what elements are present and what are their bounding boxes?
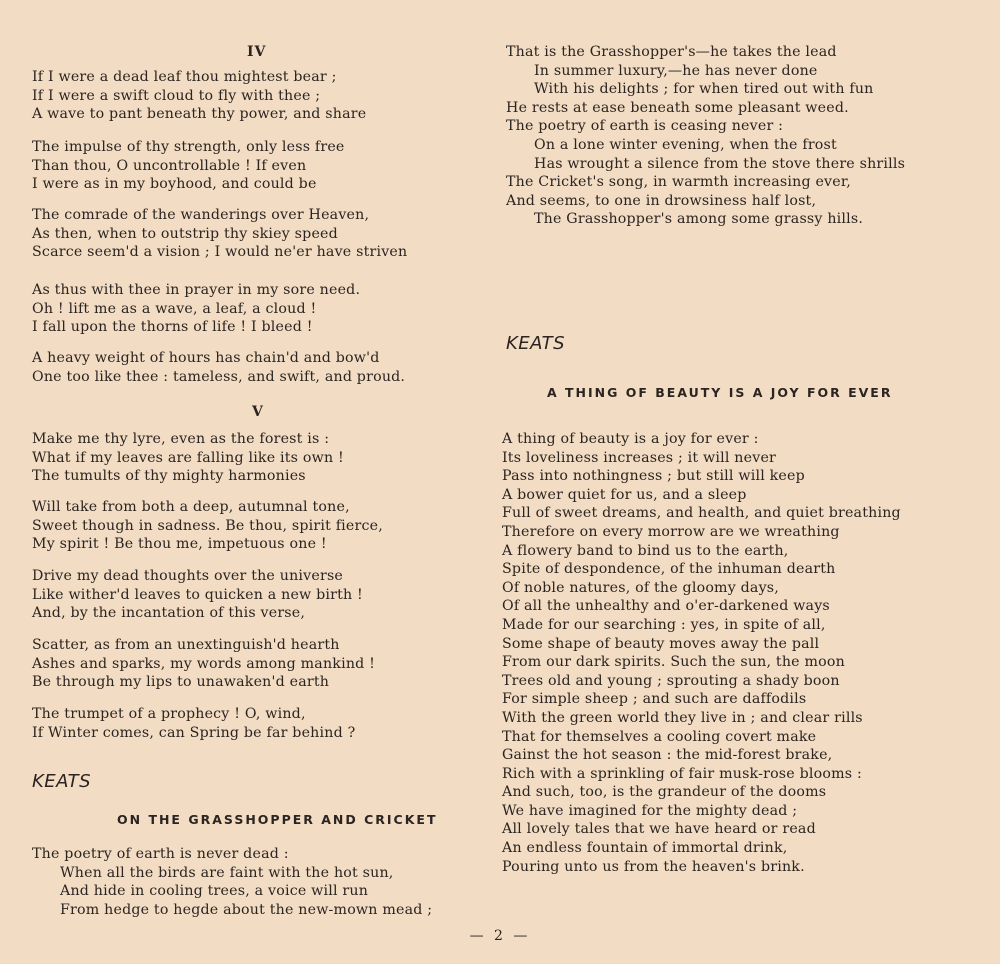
verse-line: With his delights ; for when tired out with fun xyxy=(534,81,874,98)
verse-line: Gainst the hot season : the mid-forest brake, xyxy=(502,747,833,764)
verse-line: A flowery band to bind us to the earth, xyxy=(502,542,789,559)
verse-line: With the green world they live in ; and clear rills xyxy=(502,709,863,726)
verse-line: The trumpet of a prophecy ! O, wind, xyxy=(32,706,306,722)
verse-line: Pouring unto us from the heaven's brink. xyxy=(502,858,805,875)
verse-line: The Grasshopper's among some grassy hills. xyxy=(534,211,864,228)
verse-line: I were as in my boyhood, and could be xyxy=(32,176,317,193)
grasshopper-poem-start xyxy=(32,845,432,919)
verse-line: Made for our searching : yes, in spite of all, xyxy=(502,616,826,633)
verse-line: The comrade of the wanderings over Heaven, xyxy=(32,207,370,223)
poem-title-grasshopper: ON THE GRASSHOPPER AND CRICKET xyxy=(117,812,438,827)
verse-line: Therefore on every morrow are we wreathing xyxy=(502,523,840,540)
verse-line: A bower quiet for us, and a sleep xyxy=(502,486,747,503)
author-keats-right: KEATS xyxy=(506,333,566,354)
verse-line: From our dark spirits. Such the sun, the moon xyxy=(502,654,845,671)
verse-line: Scarce seem'd a vision ; I would ne'er have striven xyxy=(32,244,408,261)
verse-line: And hide in cooling trees, a voice will run xyxy=(60,883,369,900)
author-keats-left: KEATS xyxy=(32,771,92,792)
verse-line: Has wrought a silence from the stove there shrills xyxy=(534,155,906,172)
verse-line: All lovely tales that we have heard or read xyxy=(502,821,816,838)
verse-line: From hedge to hegde about the new-mown mead ; xyxy=(60,901,433,918)
verse-line: Some shape of beauty moves away the pall xyxy=(502,635,820,652)
verse-line: If Winter comes, can Spring be far behind ? xyxy=(32,724,356,741)
verse-line: Sweet though in sadness. Be thou, spirit fierce, xyxy=(32,517,383,534)
stanza-iv-4 xyxy=(32,281,360,337)
verse-line: The poetry of earth is never dead : xyxy=(32,846,289,862)
verse-line: The poetry of earth is ceasing never : xyxy=(506,118,784,135)
verse-line: The tumults of thy mighty harmonies xyxy=(32,468,306,485)
verse-line: Scatter, as from an unextinguish'd hearth xyxy=(32,637,340,653)
verse-line: Will take from both a deep, autumnal tone, xyxy=(32,499,350,515)
stanza-v-2 xyxy=(32,498,383,554)
verse-line: He rests at ease beneath some pleasant weed. xyxy=(506,99,849,116)
verse-line: Oh ! lift me as a wave, a leaf, a cloud ! xyxy=(32,300,317,317)
verse-line: Pass into nothingness ; but still will keep xyxy=(502,468,805,485)
page-number: — 2 — xyxy=(469,928,531,944)
verse-line: I fall upon the thorns of life ! I bleed ! xyxy=(32,319,313,336)
verse-line: As thus with thee in prayer in my sore need. xyxy=(32,282,361,298)
verse-line: If I were a dead leaf thou mightest bear ; xyxy=(32,69,337,85)
verse-line: Of noble natures, of the gloomy days, xyxy=(502,579,779,596)
verse-line: Than thou, O uncontrollable ! If even xyxy=(32,157,307,174)
section-heading-v: V xyxy=(252,404,264,420)
verse-line: On a lone winter evening, when the frost xyxy=(534,136,837,153)
verse-line: And seems, to one in drowsiness half lost, xyxy=(506,192,817,209)
verse-line: Of all the unhealthy and o'er-darkened ways xyxy=(502,598,830,615)
verse-line: When all the birds are faint with the hot sun, xyxy=(60,864,394,881)
verse-line: Ashes and sparks, my words among mankind ! xyxy=(32,655,376,672)
verse-line: As then, when to outstrip thy skiey speed xyxy=(32,225,338,242)
stanza-iv-5 xyxy=(32,349,405,386)
stanza-iv-1 xyxy=(32,68,366,124)
verse-line: A heavy weight of hours has chain'd and bow'd xyxy=(32,350,380,366)
verse-line: Rich with a sprinkling of fair musk-rose blooms : xyxy=(502,765,862,782)
verse-line: My spirit ! Be thou me, impetuous one ! xyxy=(32,536,327,553)
thing-of-beauty-poem xyxy=(502,430,901,876)
stanza-iv-2 xyxy=(32,138,345,194)
verse-line: Like wither'd leaves to quicken a new birth ! xyxy=(32,586,363,603)
verse-line: The Cricket's song, in warmth increasing ever, xyxy=(506,174,851,191)
verse-line: And such, too, is the grandeur of the dooms xyxy=(502,784,827,801)
verse-line: That for themselves a cooling covert make xyxy=(502,728,817,745)
verse-line: An endless fountain of immortal drink, xyxy=(502,840,788,857)
verse-line: That is the Grasshopper's—he takes the lead xyxy=(506,44,837,60)
verse-line: A wave to pant beneath thy power, and share xyxy=(32,106,367,123)
section-heading-iv: IV xyxy=(247,44,267,60)
stanza-iv-3 xyxy=(32,206,407,262)
verse-line: The impulse of thy strength, only less free xyxy=(32,139,345,155)
stanza-v-5 xyxy=(32,705,355,742)
verse-line: And, by the incantation of this verse, xyxy=(32,605,306,622)
stanza-v-3 xyxy=(32,567,363,623)
verse-line: What if my leaves are falling like its own ! xyxy=(32,449,344,466)
verse-line: A thing of beauty is a joy for ever : xyxy=(502,431,759,447)
verse-line: Spite of despondence, of the inhuman dearth xyxy=(502,561,836,578)
verse-line: Its loveliness increases ; it will never xyxy=(502,449,777,466)
verse-line: We have imagined for the mighty dead ; xyxy=(502,802,798,819)
grasshopper-poem-continued xyxy=(506,43,905,229)
verse-line: Be through my lips to unawaken'd earth xyxy=(32,674,330,691)
verse-line: Make me thy lyre, even as the forest is : xyxy=(32,431,330,447)
verse-line: If I were a swift cloud to fly with thee ; xyxy=(32,87,321,104)
verse-line: For simple sheep ; and such are daffodils xyxy=(502,691,807,708)
verse-line: One too like thee : tameless, and swift, and proud. xyxy=(32,368,406,385)
stanza-v-4 xyxy=(32,636,375,692)
verse-line: Full of sweet dreams, and health, and quiet breathing xyxy=(502,505,901,522)
verse-line: In summer luxury,—he has never done xyxy=(534,62,818,79)
poem-title-thing-of-beauty: A THING OF BEAUTY IS A JOY FOR EVER xyxy=(547,385,893,400)
verse-line: Drive my dead thoughts over the universe xyxy=(32,568,344,584)
verse-line: Trees old and young ; sprouting a shady boon xyxy=(502,672,840,689)
stanza-v-1 xyxy=(32,430,344,486)
